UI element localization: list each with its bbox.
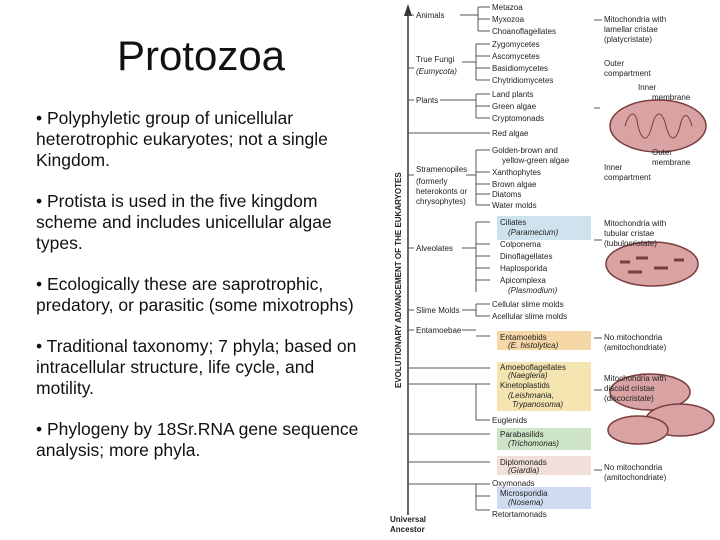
taxon-label: Cellular slime molds	[492, 300, 564, 309]
taxon-label: Microsporidia	[500, 489, 548, 498]
taxon-label: Entamoebids	[500, 333, 547, 342]
mito-label: compartment	[604, 173, 651, 182]
taxon-label: Chytridiomycetes	[492, 76, 554, 85]
taxon-label: Oxymonads	[492, 479, 535, 488]
bullet-item: • Protista is used in the five kingdom scheme and includes unicellular algae types.	[36, 191, 332, 253]
arrow-head-icon	[404, 4, 412, 16]
group-label: Stramenopiles	[416, 165, 468, 174]
axis-label: EVOLUTIONARY ADVANCEMENT OF THE EUKARYOTES	[394, 172, 403, 388]
taxon-label: Water molds	[492, 201, 537, 210]
taxon-label: (Nosema)	[508, 498, 544, 507]
root-label: Ancestor	[390, 525, 425, 534]
mito-label: (discocristate)	[604, 394, 654, 403]
mito-label: Mitochondria with	[604, 219, 667, 228]
mito-label: tubular cristae	[604, 229, 655, 238]
taxon-label: Zygomycetes	[492, 40, 540, 49]
taxon-label: (Paramecium)	[508, 228, 559, 237]
group-label: heterokonts or	[416, 187, 468, 196]
taxon-label: Retortamonads	[492, 510, 547, 519]
taxon-label: Ciliates	[500, 218, 527, 227]
group-label: Entamoebae	[416, 326, 462, 335]
taxon-label: Green algae	[492, 102, 537, 111]
mito-label: (tubulocristate)	[604, 239, 657, 248]
mito-label: membrane	[652, 158, 691, 167]
taxon-label: Diatoms	[492, 190, 522, 199]
mito-label: (amitochondriate)	[604, 343, 667, 352]
taxon-label: (Plasmodium)	[508, 286, 558, 295]
mito-label: Mitochondria with	[604, 15, 667, 24]
group-label: Slime Molds	[416, 306, 460, 315]
taxon-label: (Trichomonas)	[508, 439, 559, 448]
taxon-label: Choanoflagellates	[492, 27, 557, 36]
taxon-label: Metazoa	[492, 3, 523, 12]
taxon-label: (Giardia)	[508, 466, 540, 475]
taxon-label: Euglenids	[492, 416, 528, 425]
mito-label: (amitochondriate)	[604, 473, 667, 482]
group-label: (formerly	[416, 177, 448, 186]
bullet-item: • Phylogeny by 18Sr.RNA gene sequence analysis; more phyla.	[36, 419, 359, 460]
mitochondrion-lamellar-icon	[610, 100, 706, 152]
mito-label: (platycristate)	[604, 35, 653, 44]
group-label: Plants	[416, 96, 439, 105]
taxon-label: Dinoflagellates	[500, 252, 553, 261]
group-label: chrysophytes)	[416, 197, 466, 206]
group-label: True Fungi	[416, 55, 455, 64]
mito-label: membrane	[652, 93, 691, 102]
taxon-label: Apicomplexa	[500, 276, 546, 285]
bullet-item: • Polyphyletic group of unicellular heterotrophic eukaryotes; not a single Kingdom.	[36, 108, 328, 170]
taxon-label: Cryptomonads	[492, 114, 545, 123]
mito-label: lamellar cristae	[604, 25, 658, 34]
taxon-label: (E. histolytica)	[508, 341, 559, 350]
group-label: Alveolates	[416, 244, 453, 253]
bullet-list	[36, 108, 376, 481]
taxon-label: Land plants	[492, 90, 534, 99]
taxon-label: Parabasilids	[500, 430, 544, 439]
taxon-label: Xanthophytes	[492, 168, 541, 177]
taxon-label: Acellular slime molds	[492, 312, 568, 321]
bullet-item: • Traditional taxonomy; 7 phyla; based on intracellular structure, life cycle, and motility.	[36, 336, 357, 398]
taxon-label: Amoeboflagellates	[500, 363, 566, 372]
root-label: Universal	[390, 515, 427, 524]
mito-label: No mitochondria	[604, 463, 663, 472]
mito-label: Inner	[604, 163, 623, 172]
taxon-label: (Leishmania,	[508, 391, 554, 400]
phylogeny-figure	[380, 0, 720, 540]
taxon-label: (Naegleria)	[508, 371, 548, 380]
mito-label: Outer	[652, 148, 673, 157]
taxon-label: Kinetoplastids	[500, 381, 550, 390]
taxon-label: Brown algae	[492, 180, 537, 189]
taxon-label: Trypanosoma)	[512, 400, 563, 409]
group-label: Animals	[416, 11, 445, 20]
bullet-item: • Ecologically these are saprotrophic, predatory, or parasitic (some mixotrophs)	[36, 274, 354, 315]
slide-title: Protozoa	[116, 32, 286, 79]
mito-label: Outer	[604, 59, 625, 68]
taxon-label: Myxozoa	[492, 15, 525, 24]
mito-label: discoid cristae	[604, 384, 655, 393]
mitochondrion-tubular-icon	[606, 242, 698, 286]
taxon-label: Golden-brown and	[492, 146, 558, 155]
taxon-label: Diplomonads	[500, 458, 547, 467]
group-label: (Eumycota)	[416, 67, 457, 76]
mito-label: compartment	[604, 69, 651, 78]
taxon-label: yellow-green algae	[502, 156, 570, 165]
taxon-label: Colponema	[500, 240, 541, 249]
phylogeny-diagram	[380, 0, 720, 540]
taxon-label: Ascomycetes	[492, 52, 540, 61]
mito-label: Inner	[638, 83, 657, 92]
mito-label: No mitochondria	[604, 333, 663, 342]
taxon-label: Haplosporida	[500, 264, 548, 273]
taxon-label: Basidiomycetes	[492, 64, 549, 73]
taxon-label: Red algae	[492, 129, 529, 138]
mito-label: Mitochondria with	[604, 374, 667, 383]
